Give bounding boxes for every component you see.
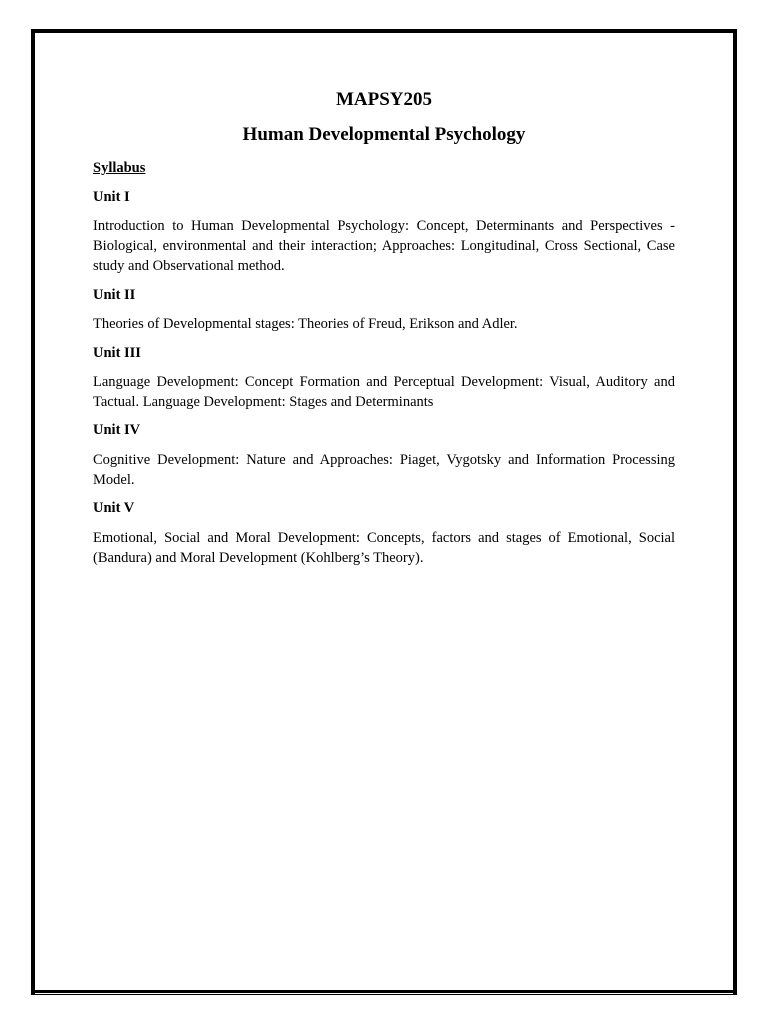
page-border-bottom-rule — [31, 990, 737, 993]
unit-5-text: Emotional, Social and Moral Development: Concepts, factors and stages of Emotional, Social (Bandura) and Moral Development (Kohlberg’s Theory). — [93, 530, 675, 566]
unit-4-heading: Unit IV — [93, 422, 141, 438]
unit-4-text: Cognitive Development: Nature and Approaches: Piaget, Vygotsky and Information Processing Model. — [93, 452, 675, 488]
unit-1-text: Introduction to Human Developmental Psychology: Concept, Determinants and Perspectives - Biological, environmental and their interaction; Approaches: Longitudinal, Cross Sectional, Case study and Observational method. — [93, 218, 675, 274]
unit-1-heading: Unit I — [93, 189, 130, 205]
unit-2-heading: Unit II — [93, 287, 136, 303]
unit-2-text: Theories of Developmental stages: Theories of Freud, Erikson and Adler. — [93, 316, 518, 332]
course-code: MAPSY205 — [335, 89, 433, 110]
syllabus-label: Syllabus — [93, 160, 146, 176]
unit-3-heading: Unit III — [93, 345, 141, 361]
unit-5-heading: Unit V — [93, 500, 135, 516]
course-title: Human Developmental Psychology — [242, 124, 526, 145]
unit-3-text: Language Development: Concept Formation and Perceptual Development: Visual, Auditory and Tactual. Language Development: Stages and Determinants — [93, 374, 675, 410]
